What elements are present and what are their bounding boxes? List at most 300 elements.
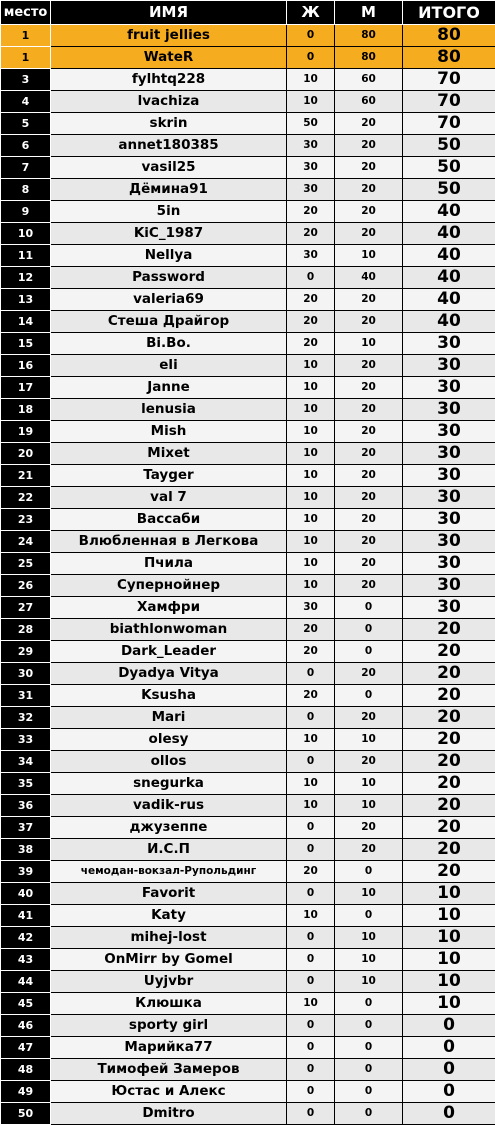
- row-name: Тимофей Замеров: [51, 1059, 287, 1081]
- row-name: snegurka: [51, 773, 287, 795]
- table-row: [1, 399, 495, 421]
- row-name: Хамфри: [51, 597, 287, 619]
- row-total: 40: [403, 223, 495, 245]
- row-name: Mixet: [51, 443, 287, 465]
- row-name: skrin: [51, 113, 287, 135]
- row-place: 49: [1, 1081, 51, 1103]
- table-row: [1, 949, 495, 971]
- row-men-score: 20: [335, 179, 403, 201]
- row-women-score: 10: [287, 773, 335, 795]
- row-men-score: 20: [335, 135, 403, 157]
- row-men-score: 20: [335, 377, 403, 399]
- row-women-score: 30: [287, 245, 335, 267]
- table-row: [1, 531, 495, 553]
- table-row: [1, 223, 495, 245]
- row-name: 5in: [51, 201, 287, 223]
- row-women-score: 10: [287, 531, 335, 553]
- row-men-score: 20: [335, 157, 403, 179]
- row-name: KiC_1987: [51, 223, 287, 245]
- table-row: [1, 553, 495, 575]
- row-men-score: 80: [335, 25, 403, 47]
- row-women-score: 0: [287, 707, 335, 729]
- row-total: 20: [403, 839, 495, 861]
- row-name: Dyadya Vitya: [51, 663, 287, 685]
- row-women-score: 30: [287, 597, 335, 619]
- table-row: [1, 663, 495, 685]
- row-men-score: 20: [335, 509, 403, 531]
- table-row: [1, 839, 495, 861]
- row-name: Клюшка: [51, 993, 287, 1015]
- row-name: Влюбленная в Легкова: [51, 531, 287, 553]
- table-row: [1, 113, 495, 135]
- row-total: 30: [403, 531, 495, 553]
- table-row: [1, 1037, 495, 1059]
- header-total: ИТОГО: [403, 1, 495, 25]
- row-place: 28: [1, 619, 51, 641]
- row-women-score: 0: [287, 267, 335, 289]
- row-women-score: 0: [287, 1059, 335, 1081]
- row-women-score: 20: [287, 311, 335, 333]
- table-row: [1, 509, 495, 531]
- table-row: [1, 707, 495, 729]
- row-place: 25: [1, 553, 51, 575]
- row-men-score: 60: [335, 69, 403, 91]
- header-men: М: [335, 1, 403, 25]
- table-row: [1, 289, 495, 311]
- row-place: 8: [1, 179, 51, 201]
- row-men-score: 20: [335, 817, 403, 839]
- row-women-score: 10: [287, 575, 335, 597]
- row-place: 40: [1, 883, 51, 905]
- row-men-score: 20: [335, 531, 403, 553]
- row-place: 21: [1, 465, 51, 487]
- table-row: [1, 91, 495, 113]
- row-place: 43: [1, 949, 51, 971]
- row-women-score: 20: [287, 641, 335, 663]
- row-men-score: 10: [335, 773, 403, 795]
- row-men-score: 0: [335, 619, 403, 641]
- table-row: [1, 157, 495, 179]
- row-place: 42: [1, 927, 51, 949]
- row-name: lenusia: [51, 399, 287, 421]
- row-total: 30: [403, 377, 495, 399]
- row-place: 14: [1, 311, 51, 333]
- row-women-score: 10: [287, 91, 335, 113]
- row-women-score: 10: [287, 905, 335, 927]
- table-row: [1, 575, 495, 597]
- row-total: 10: [403, 971, 495, 993]
- table-row: [1, 487, 495, 509]
- row-men-score: 10: [335, 245, 403, 267]
- row-place: 31: [1, 685, 51, 707]
- row-women-score: 0: [287, 883, 335, 905]
- row-total: 30: [403, 553, 495, 575]
- row-men-score: 40: [335, 267, 403, 289]
- row-women-score: 20: [287, 861, 335, 883]
- row-place: 32: [1, 707, 51, 729]
- row-name: Дёмина91: [51, 179, 287, 201]
- row-total: 40: [403, 311, 495, 333]
- row-place: 27: [1, 597, 51, 619]
- row-place: 10: [1, 223, 51, 245]
- row-men-score: 20: [335, 839, 403, 861]
- row-women-score: 20: [287, 201, 335, 223]
- table-row: [1, 641, 495, 663]
- row-total: 70: [403, 91, 495, 113]
- table-row: [1, 905, 495, 927]
- row-total: 40: [403, 267, 495, 289]
- row-name: eli: [51, 355, 287, 377]
- row-men-score: 20: [335, 663, 403, 685]
- row-name: чемодан-вокзал-Рупольдинг: [51, 861, 287, 883]
- row-total: 0: [403, 1103, 495, 1125]
- row-place: 44: [1, 971, 51, 993]
- row-name: И.С.П: [51, 839, 287, 861]
- row-total: 20: [403, 685, 495, 707]
- row-name: Dmitro: [51, 1103, 287, 1125]
- row-name: Супернойнер: [51, 575, 287, 597]
- row-women-score: 10: [287, 509, 335, 531]
- row-total: 20: [403, 795, 495, 817]
- row-place: 50: [1, 1103, 51, 1125]
- row-place: 29: [1, 641, 51, 663]
- row-name: Password: [51, 267, 287, 289]
- row-women-score: 10: [287, 993, 335, 1015]
- table-row: [1, 1015, 495, 1037]
- row-women-score: 0: [287, 839, 335, 861]
- row-men-score: 0: [335, 1059, 403, 1081]
- table-row: [1, 597, 495, 619]
- row-place: 48: [1, 1059, 51, 1081]
- table-row: [1, 685, 495, 707]
- row-women-score: 20: [287, 685, 335, 707]
- table-row: [1, 245, 495, 267]
- row-total: 10: [403, 883, 495, 905]
- row-total: 70: [403, 113, 495, 135]
- row-total: 50: [403, 179, 495, 201]
- row-total: 40: [403, 289, 495, 311]
- row-place: 19: [1, 421, 51, 443]
- table-row: [1, 729, 495, 751]
- row-name: Mari: [51, 707, 287, 729]
- row-men-score: 20: [335, 575, 403, 597]
- table-row: [1, 971, 495, 993]
- row-place: 23: [1, 509, 51, 531]
- row-place: 38: [1, 839, 51, 861]
- row-total: 10: [403, 949, 495, 971]
- row-place: 17: [1, 377, 51, 399]
- row-name: Katy: [51, 905, 287, 927]
- table-row: [1, 443, 495, 465]
- row-total: 10: [403, 905, 495, 927]
- table-row: [1, 619, 495, 641]
- row-men-score: 10: [335, 971, 403, 993]
- row-total: 30: [403, 509, 495, 531]
- row-total: 40: [403, 245, 495, 267]
- row-place: 11: [1, 245, 51, 267]
- table-row: [1, 201, 495, 223]
- row-men-score: 20: [335, 311, 403, 333]
- row-total: 30: [403, 443, 495, 465]
- row-place: 12: [1, 267, 51, 289]
- row-total: 40: [403, 201, 495, 223]
- row-place: 34: [1, 751, 51, 773]
- table-row: [1, 1103, 495, 1125]
- row-women-score: 10: [287, 487, 335, 509]
- row-men-score: 10: [335, 729, 403, 751]
- row-name: Ksusha: [51, 685, 287, 707]
- row-men-score: 20: [335, 443, 403, 465]
- row-total: 30: [403, 575, 495, 597]
- row-total: 20: [403, 751, 495, 773]
- row-women-score: 0: [287, 663, 335, 685]
- row-women-score: 10: [287, 729, 335, 751]
- row-place: 18: [1, 399, 51, 421]
- row-total: 20: [403, 729, 495, 751]
- row-name: biathlonwoman: [51, 619, 287, 641]
- row-total: 20: [403, 817, 495, 839]
- row-name: OnMirr by Gomel: [51, 949, 287, 971]
- row-place: 30: [1, 663, 51, 685]
- row-women-score: 0: [287, 1037, 335, 1059]
- table-row: [1, 421, 495, 443]
- row-total: 20: [403, 861, 495, 883]
- row-total: 20: [403, 773, 495, 795]
- row-name: Mish: [51, 421, 287, 443]
- row-total: 20: [403, 663, 495, 685]
- row-women-score: 20: [287, 619, 335, 641]
- table-row: [1, 773, 495, 795]
- row-men-score: 10: [335, 927, 403, 949]
- row-name: ollos: [51, 751, 287, 773]
- row-name: lvachiza: [51, 91, 287, 113]
- table-row: [1, 355, 495, 377]
- row-place: 3: [1, 69, 51, 91]
- row-total: 30: [403, 333, 495, 355]
- row-men-score: 0: [335, 685, 403, 707]
- table-row: [1, 69, 495, 91]
- row-name: val 7: [51, 487, 287, 509]
- row-women-score: 0: [287, 47, 335, 69]
- row-men-score: 0: [335, 1103, 403, 1125]
- row-place: 46: [1, 1015, 51, 1037]
- table-row: [1, 47, 495, 69]
- row-men-score: 20: [335, 465, 403, 487]
- row-place: 39: [1, 861, 51, 883]
- row-name: annet180385: [51, 135, 287, 157]
- row-place: 33: [1, 729, 51, 751]
- row-place: 35: [1, 773, 51, 795]
- row-name: Юстас и Алекс: [51, 1081, 287, 1103]
- row-name: Вассаби: [51, 509, 287, 531]
- row-name: mihej-lost: [51, 927, 287, 949]
- header-row: [1, 1, 495, 25]
- row-women-score: 0: [287, 949, 335, 971]
- row-name: Nellya: [51, 245, 287, 267]
- table-row: [1, 817, 495, 839]
- row-women-score: 10: [287, 421, 335, 443]
- row-men-score: 20: [335, 223, 403, 245]
- row-total: 10: [403, 993, 495, 1015]
- table-row: [1, 861, 495, 883]
- row-men-score: 80: [335, 47, 403, 69]
- row-women-score: 0: [287, 751, 335, 773]
- row-women-score: 10: [287, 795, 335, 817]
- row-men-score: 20: [335, 751, 403, 773]
- row-place: 20: [1, 443, 51, 465]
- table-row: [1, 311, 495, 333]
- row-men-score: 0: [335, 1037, 403, 1059]
- row-women-score: 20: [287, 289, 335, 311]
- table-row: [1, 751, 495, 773]
- header-place: место: [1, 1, 51, 25]
- row-men-score: 20: [335, 201, 403, 223]
- row-men-score: 20: [335, 355, 403, 377]
- row-women-score: 10: [287, 465, 335, 487]
- row-women-score: 0: [287, 971, 335, 993]
- row-place: 1: [1, 47, 51, 69]
- row-women-score: 10: [287, 443, 335, 465]
- row-women-score: 30: [287, 157, 335, 179]
- row-name: Favorit: [51, 883, 287, 905]
- row-place: 36: [1, 795, 51, 817]
- row-place: 37: [1, 817, 51, 839]
- row-place: 41: [1, 905, 51, 927]
- row-name: vadik-rus: [51, 795, 287, 817]
- row-name: Dark_Leader: [51, 641, 287, 663]
- row-men-score: 60: [335, 91, 403, 113]
- row-women-score: 30: [287, 135, 335, 157]
- row-place: 26: [1, 575, 51, 597]
- row-men-score: 20: [335, 421, 403, 443]
- row-men-score: 10: [335, 949, 403, 971]
- row-women-score: 0: [287, 1103, 335, 1125]
- row-total: 0: [403, 1081, 495, 1103]
- row-women-score: 0: [287, 817, 335, 839]
- row-total: 30: [403, 487, 495, 509]
- row-place: 24: [1, 531, 51, 553]
- row-men-score: 10: [335, 883, 403, 905]
- row-name: джузеппе: [51, 817, 287, 839]
- row-place: 1: [1, 25, 51, 47]
- row-women-score: 0: [287, 25, 335, 47]
- table-row: [1, 135, 495, 157]
- row-name: fylhtq228: [51, 69, 287, 91]
- table-row: [1, 333, 495, 355]
- table-row: [1, 179, 495, 201]
- header-name: ИМЯ: [51, 1, 287, 25]
- row-name: Janne: [51, 377, 287, 399]
- row-place: 13: [1, 289, 51, 311]
- row-total: 50: [403, 157, 495, 179]
- row-name: fruit jellies: [51, 25, 287, 47]
- row-name: sporty girl: [51, 1015, 287, 1037]
- table-row: [1, 883, 495, 905]
- row-men-score: 20: [335, 289, 403, 311]
- row-total: 30: [403, 597, 495, 619]
- row-men-score: 0: [335, 641, 403, 663]
- row-place: 45: [1, 993, 51, 1015]
- row-women-score: 0: [287, 1015, 335, 1037]
- row-women-score: 20: [287, 333, 335, 355]
- row-place: 22: [1, 487, 51, 509]
- row-place: 5: [1, 113, 51, 135]
- row-total: 50: [403, 135, 495, 157]
- row-name: valeria69: [51, 289, 287, 311]
- row-place: 4: [1, 91, 51, 113]
- table-row: [1, 993, 495, 1015]
- row-women-score: 10: [287, 69, 335, 91]
- row-total: 80: [403, 47, 495, 69]
- row-men-score: 10: [335, 795, 403, 817]
- row-place: 16: [1, 355, 51, 377]
- table-row: [1, 927, 495, 949]
- row-name: Стеша Драйгор: [51, 311, 287, 333]
- row-men-score: 0: [335, 1015, 403, 1037]
- row-men-score: 20: [335, 553, 403, 575]
- row-men-score: 0: [335, 597, 403, 619]
- table-row: [1, 795, 495, 817]
- row-women-score: 10: [287, 553, 335, 575]
- row-place: 47: [1, 1037, 51, 1059]
- row-total: 30: [403, 465, 495, 487]
- row-total: 20: [403, 641, 495, 663]
- row-total: 80: [403, 25, 495, 47]
- row-men-score: 20: [335, 399, 403, 421]
- row-name: Марийка77: [51, 1037, 287, 1059]
- table-row: [1, 465, 495, 487]
- row-women-score: 20: [287, 223, 335, 245]
- row-name: Tayger: [51, 465, 287, 487]
- table-row: [1, 25, 495, 47]
- table-row: [1, 267, 495, 289]
- row-name: Пчила: [51, 553, 287, 575]
- row-name: olesy: [51, 729, 287, 751]
- row-name: vasil25: [51, 157, 287, 179]
- row-place: 6: [1, 135, 51, 157]
- row-men-score: 10: [335, 333, 403, 355]
- row-men-score: 0: [335, 905, 403, 927]
- row-total: 20: [403, 619, 495, 641]
- row-total: 70: [403, 69, 495, 91]
- table-row: [1, 377, 495, 399]
- row-women-score: 30: [287, 179, 335, 201]
- row-total: 0: [403, 1037, 495, 1059]
- row-women-score: 10: [287, 355, 335, 377]
- row-total: 0: [403, 1059, 495, 1081]
- row-women-score: 10: [287, 399, 335, 421]
- row-place: 15: [1, 333, 51, 355]
- row-total: 20: [403, 707, 495, 729]
- row-men-score: 20: [335, 487, 403, 509]
- row-total: 30: [403, 399, 495, 421]
- table-row: [1, 1059, 495, 1081]
- row-men-score: 0: [335, 993, 403, 1015]
- row-men-score: 0: [335, 1081, 403, 1103]
- row-total: 30: [403, 421, 495, 443]
- row-name: WateR: [51, 47, 287, 69]
- row-men-score: 20: [335, 707, 403, 729]
- row-women-score: 50: [287, 113, 335, 135]
- row-place: 9: [1, 201, 51, 223]
- table-row: [1, 1081, 495, 1103]
- row-total: 30: [403, 355, 495, 377]
- row-men-score: 0: [335, 861, 403, 883]
- row-women-score: 0: [287, 1081, 335, 1103]
- row-women-score: 10: [287, 377, 335, 399]
- header-women: Ж: [287, 1, 335, 25]
- row-women-score: 0: [287, 927, 335, 949]
